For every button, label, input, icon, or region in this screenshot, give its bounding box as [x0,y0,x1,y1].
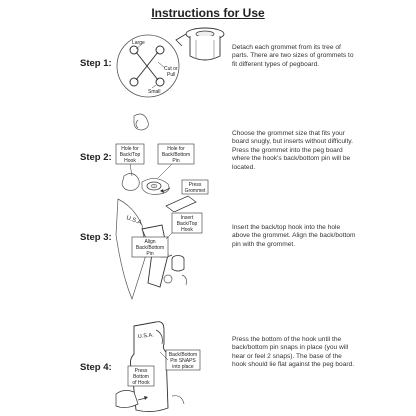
callout-cut: Cut or [164,66,178,72]
callout-press-1: Press [134,368,148,374]
callout-snaps-3: into place [172,364,194,370]
grommet-large-icon [176,28,224,60]
grommet-icon [172,256,184,272]
callout-bottom-pin-2: Back/Bottom [161,152,191,158]
callout-press-1: Press [188,182,202,188]
callout-pull: Pull [167,72,176,78]
callout-press-3: of Hook [132,380,150,386]
callout-align-2: Back/Bottom [135,245,165,251]
step-3-label: Step 3: [80,232,112,243]
step-2-text: Choose the grommet size that fits your board snugly, but inserts without difficulty. Press the grommet into the peg board where the hook's back/bottom pin will be located. [232,130,353,171]
callout-top-hook-2: Back/Top [119,152,141,158]
callout-insert-1: Insert [180,215,194,221]
callout-align-3: Pin [146,251,154,257]
grommet-icon [147,182,161,190]
callout-bottom-pin-3: Pin [172,158,180,164]
callout-insert-3: Hook [181,227,193,233]
step-1-illustration [112,22,232,102]
callout-snaps-1: Back/Bottom [168,352,198,358]
callout-insert-2: Back/Top [176,221,198,227]
step-4-text: Press the bottom of the hook until the back/bottom pin snaps in place (you will hear or feel 2 snaps). The base of the hook should lie flat against the peg board. [232,336,355,369]
page-title: Instructions for Use [151,6,265,20]
step-4-label: Step 4: [80,362,112,373]
callout-bottom-pin-1: Hole for [167,146,185,152]
callout-top-hook-1: Hole for [121,146,139,152]
callout-align-1: Align [144,239,156,245]
callout-large: Large [132,40,145,46]
step-1-text: Detach each grommet from its tree of parts. There are two sizes of grommets to fit different types of pegboard. [232,44,354,68]
callout-top-hook-3: Hook [124,158,136,164]
callout-press-2: Bottom [133,374,149,380]
step-1-label: Step 1: [80,58,112,69]
step-2-label: Step 2: [80,152,112,163]
emboss-text: U.S.A. [125,215,144,227]
callout-press-2: Grommet [184,188,206,194]
callout-snaps-2: Pin SNAPS [170,358,196,364]
step-4-illustration [112,310,222,414]
emboss-text: U.S.A. [137,332,155,340]
callout-small: Small [148,89,161,95]
svg-text:Back/BottomPin SNAPSinto place [169,352,197,370]
step-3-text: Insert the back/top hook into the hole above the grommet. Align the back/bottom pin with the grommet. [232,224,356,248]
step-3-illustration [112,195,222,307]
